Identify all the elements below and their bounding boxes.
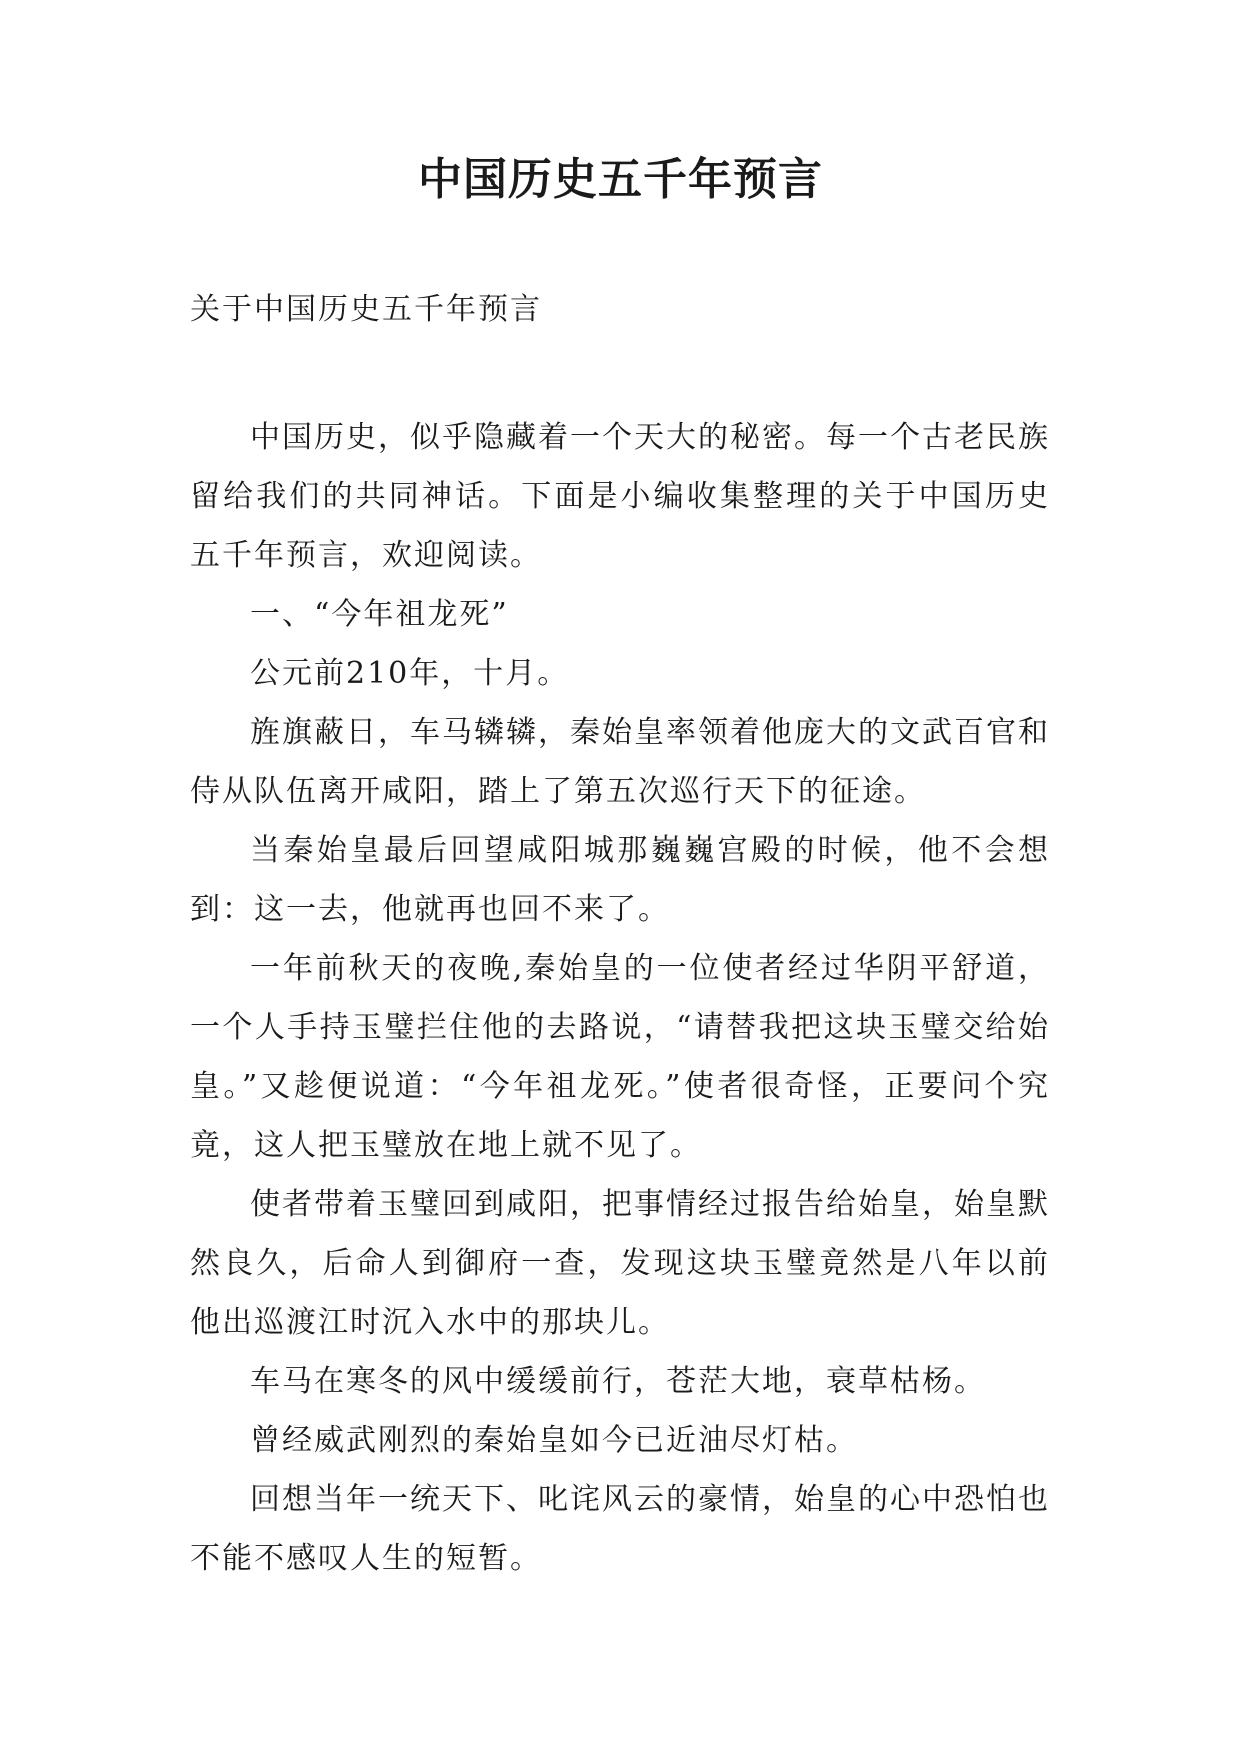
paragraph: 一年前秋天的夜晚,秦始皇的一位使者经过华阴平舒道，一个人手持玉璧拦住他的去路说，“请替我把这块玉璧交给始皇。”又趁便说道：“今年祖龙死。”使者很奇怪，正要问个究竟，这人把玉璧放在地上就不见了。 xyxy=(190,951,1050,1163)
paragraph: 曾经威武刚烈的秦始皇如今已近油尽灯枯。 xyxy=(250,1423,858,1458)
paragraph: 回想当年一统天下、叱诧风云的豪情，始皇的心中恐怕也不能不感叹人生的短暂。 xyxy=(190,1482,1050,1576)
document-subtitle: 关于中国历史五千年预言 xyxy=(190,292,542,327)
paragraph: 中国历史，似乎隐藏着一个天大的秘密。每一个古老民族留给我们的共同神话。下面是小编收集整理的关于中国历史五千年预言，欢迎阅读。 xyxy=(190,420,1050,573)
paragraph: 车马在寒冬的风中缓缓前行，苍茫大地，衰草枯杨。 xyxy=(250,1364,986,1399)
paragraph: 当秦始皇最后回望咸阳城那巍巍宫殿的时候，他不会想到：这一去，他就再也回不来了。 xyxy=(190,833,1050,927)
paragraph: 使者带着玉璧回到咸阳，把事情经过报告给始皇，始皇默然良久，后命人到御府一查，发现这块玉璧竟然是八年以前他出巡渡江时沉入水中的那块儿。 xyxy=(190,1187,1050,1340)
section-heading: 一、“今年祖龙死” xyxy=(250,597,509,632)
paragraph: 公元前210年，十月。 xyxy=(250,656,570,691)
document-title: 中国历史五千年预言 xyxy=(418,154,823,205)
document-body xyxy=(190,408,1050,1588)
paragraph: 旌旗蔽日，车马辚辚，秦始皇率领着他庞大的文武百官和侍从队伍离开咸阳，踏上了第五次巡行天下的征途。 xyxy=(190,715,1050,809)
